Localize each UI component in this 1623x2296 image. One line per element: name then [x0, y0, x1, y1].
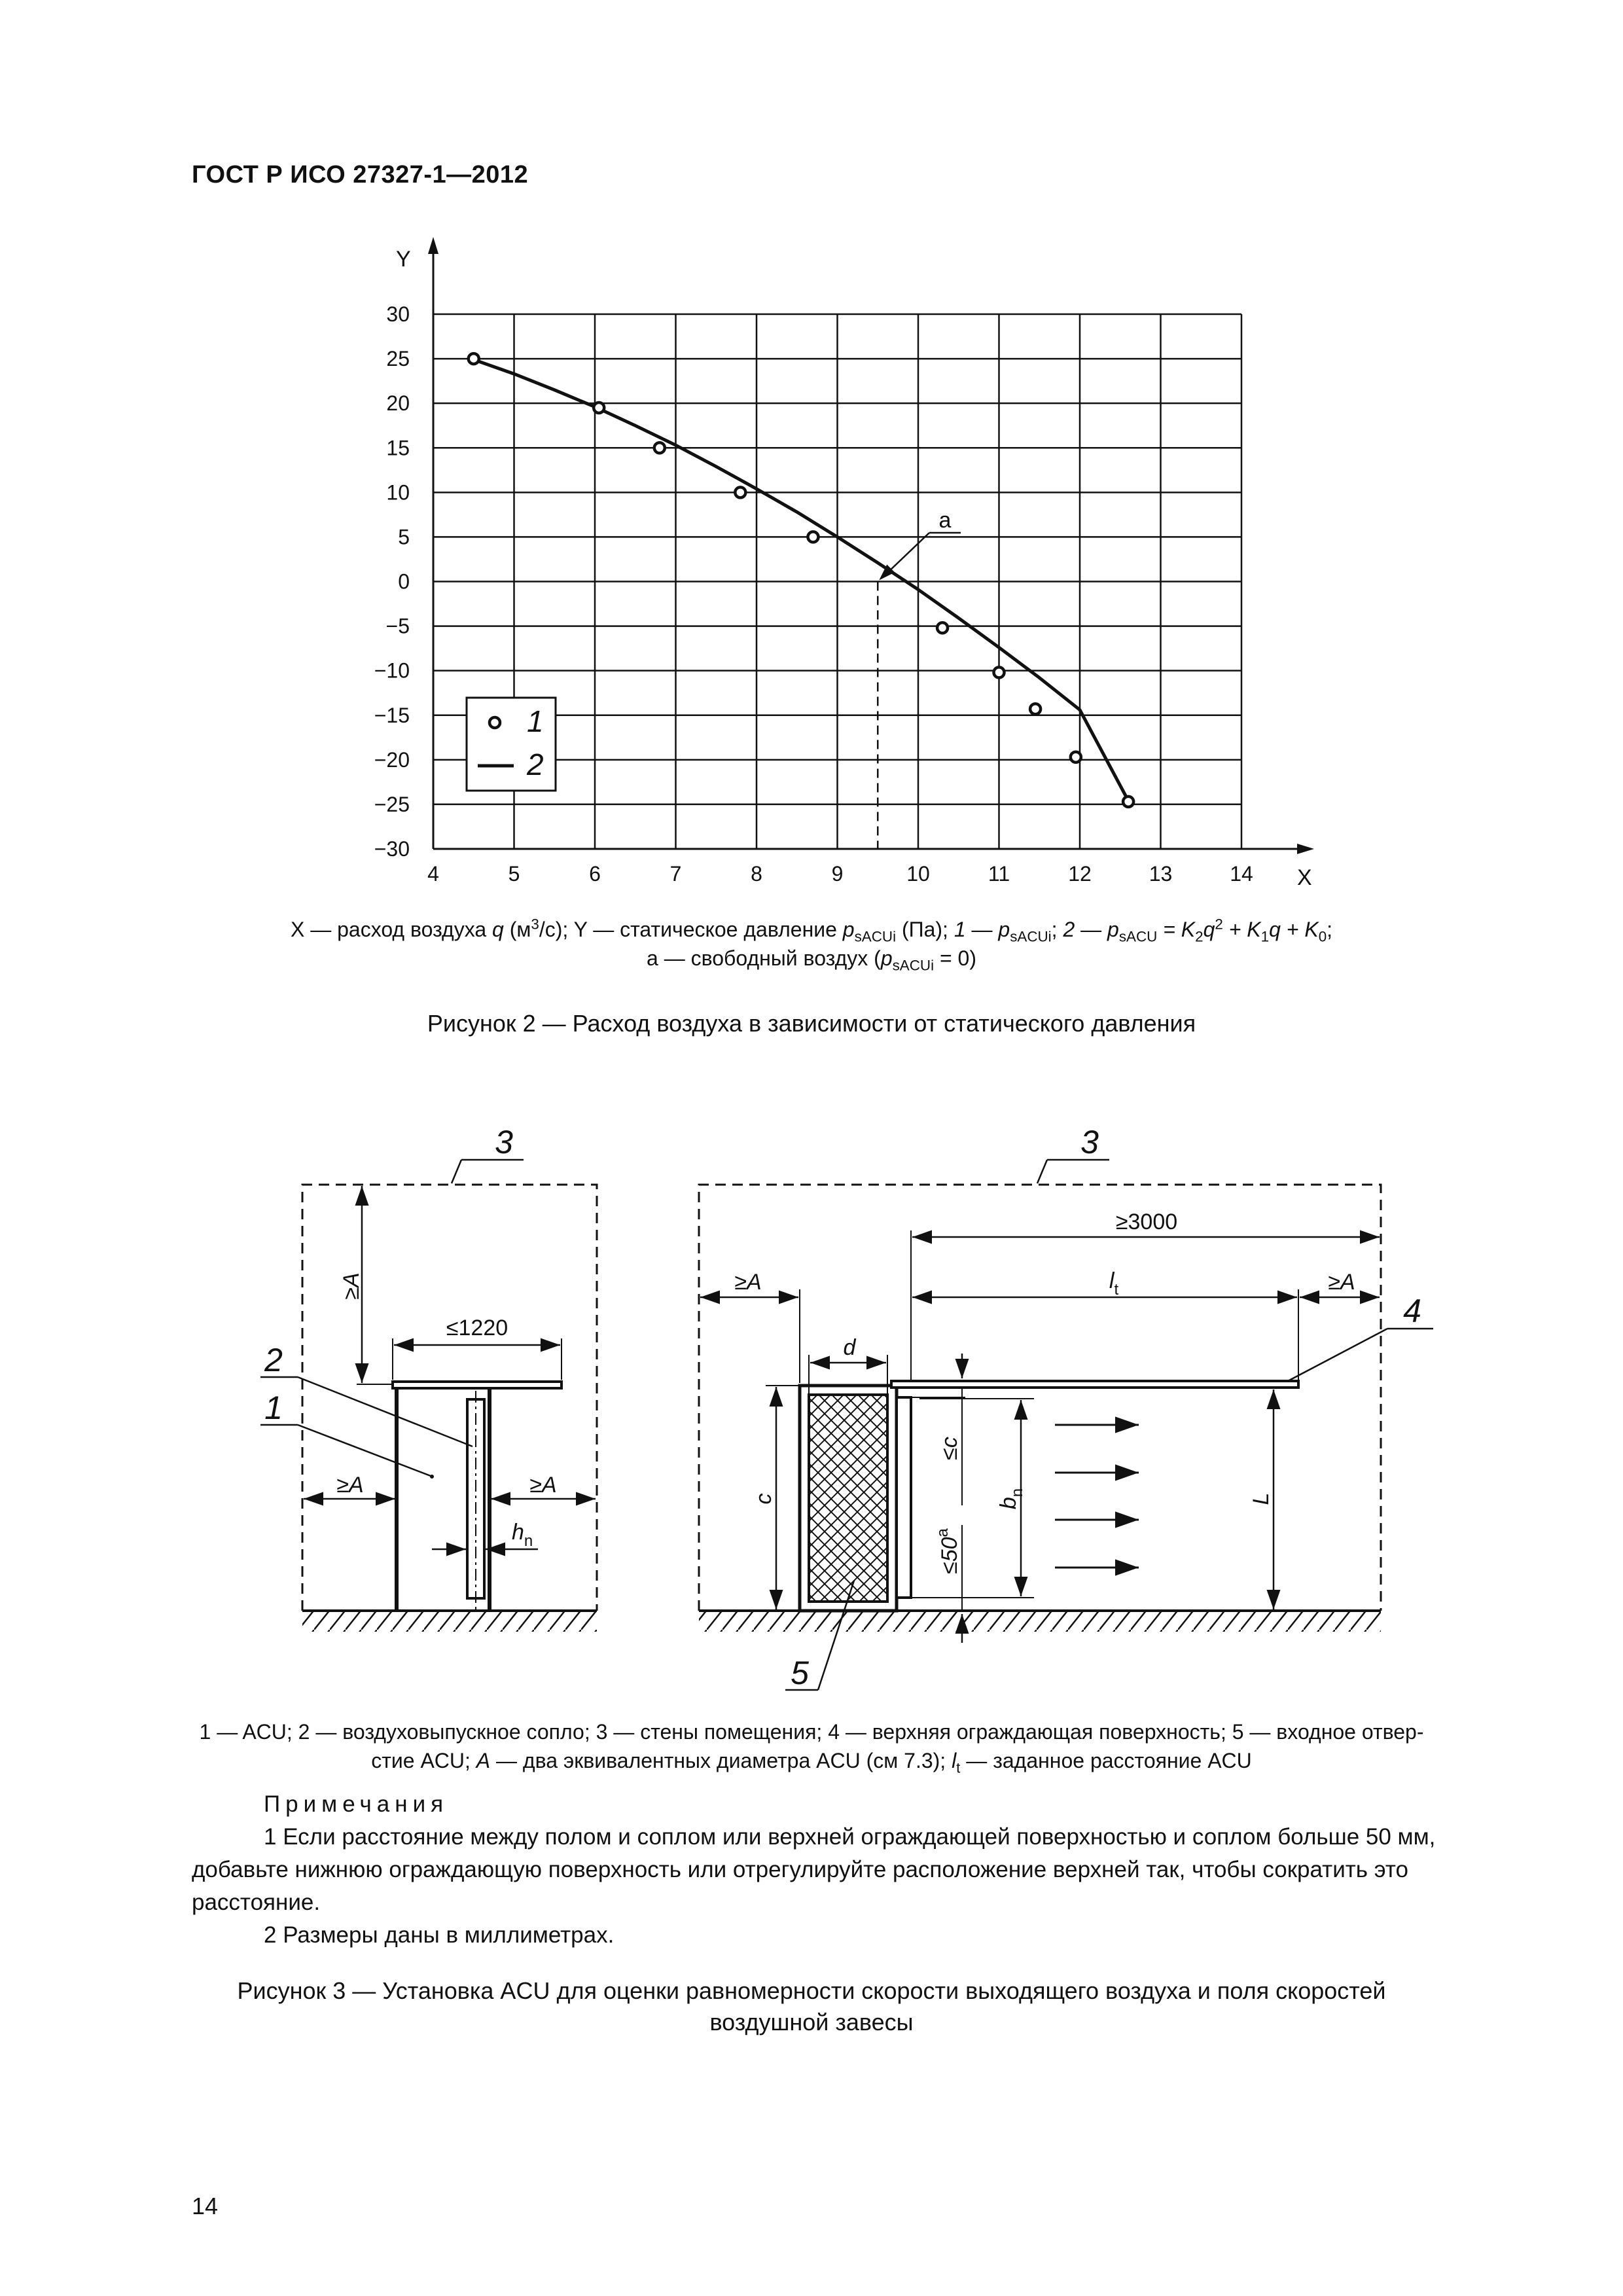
dim-hn: $h_n$ [512, 1520, 533, 1550]
dim-c: c [751, 1493, 776, 1505]
figure-2-title: Рисунок 2 — Расход воздуха в зависимости от статического давления [427, 1010, 1196, 1037]
floor-hatch-right [699, 1612, 1381, 1632]
nozzle-front [897, 1397, 911, 1598]
notes-block [192, 1788, 1494, 1952]
chart-legend [467, 698, 556, 791]
side-view-drawing [260, 1124, 597, 1632]
figure-3-legend [170, 1717, 1453, 1775]
y-tick-label: 15 [386, 436, 410, 460]
label-top-surface-4: 4 [1403, 1293, 1421, 1329]
dim-ge-a-left: ≥A [336, 1473, 364, 1498]
figure-2-caption [170, 915, 1453, 973]
static-pressure-chart [0, 0, 1623, 929]
chart-axes [396, 237, 1314, 890]
acu-inlet-hatched [809, 1395, 887, 1602]
label-inlet-5: 5 [791, 1655, 809, 1691]
y-tick-labels [374, 302, 410, 861]
x-tick-label: 4 [427, 862, 439, 886]
label-nozzle-2: 2 [264, 1342, 283, 1378]
x-tick-label: 11 [988, 862, 1010, 886]
x-tick-label: 14 [1230, 862, 1253, 886]
y-tick-label: 10 [386, 480, 410, 505]
x-tick-labels [427, 862, 1253, 886]
y-tick-label: −10 [374, 658, 410, 683]
series-1-point [654, 442, 665, 453]
series-1-point [735, 487, 745, 497]
figure-3-legend-line-1: 1 — ACU; 2 — воздуховыпускное сопло; 3 — стены помещения; 4 — верхняя ограждающая поверхность; 5 — входное отвер- [199, 1720, 1424, 1744]
installation-drawing [0, 1113, 1623, 1702]
y-tick-label: 25 [386, 347, 410, 371]
x-tick-label: 8 [751, 862, 762, 886]
y-tick-label: −25 [374, 792, 410, 816]
document-header: ГОСТ Р ИСО 27327-1—2012 [192, 161, 529, 188]
x-axis-arrow [1297, 844, 1314, 854]
page-number: 14 [192, 2193, 219, 2219]
x-axis-label: X [1297, 865, 1312, 890]
series-1-point [937, 622, 948, 633]
chart-annotation [878, 508, 961, 849]
note-2: 2 Размеры даны в миллиметрах. [264, 1922, 615, 1948]
dim-le-50: $\le 50^a$ [934, 1528, 962, 1574]
dim-bn: $b_n$ [996, 1488, 1026, 1510]
figure-3-title-line-1: Рисунок 3 — Установка ACU для оценки равномерности скорости выходящего воздуха и поля скоростей [237, 1977, 1386, 2004]
legend-label-2: 2 [527, 747, 544, 781]
figure-2-caption-line-1: X — расход воздуха q $(м^3/с)$; Y — статическое давление $p_{sACUi}$ (Па); 1 — $p_{sACUi}$; 2 — $p_{sACU} = K_2q^2 + K_1q + K_0$; [290, 916, 1333, 945]
floor-hatch-left [302, 1612, 597, 1632]
series-1-point [808, 531, 818, 542]
x-tick-label: 7 [669, 862, 682, 886]
dim-le-c: ≤c [937, 1437, 962, 1460]
legend-label-1: 1 [527, 704, 544, 738]
x-tick-label: 9 [831, 862, 844, 886]
dim-ge-3000: ≥3000 [1115, 1210, 1178, 1234]
dim-ge-a-right: ≥A [529, 1473, 557, 1498]
y-tick-label: −20 [374, 747, 410, 772]
y-tick-label: 5 [398, 525, 410, 549]
series-1-point [1071, 752, 1081, 762]
y-axis-label: Y [396, 247, 411, 272]
label-wall-3-left: 3 [495, 1124, 513, 1160]
notes-heading: Примечания [264, 1791, 449, 1817]
x-tick-label: 6 [589, 862, 601, 886]
y-tick-label: −5 [385, 614, 410, 638]
x-tick-label: 12 [1068, 862, 1092, 886]
room-walls-left [302, 1185, 597, 1611]
dim-lt: $l_t$ [1109, 1268, 1119, 1299]
y-tick-label: −30 [374, 837, 410, 861]
front-view-drawing [699, 1124, 1433, 1691]
series-1-point [594, 403, 604, 413]
note-1: 1 Если расстояние между полом и соплом или верхней ограждающей поверхностью и соплом больше 50 мм, добавьте нижнюю ограждающую поверхность или отрегулируйте расположение верхней так, чтобы сократить это расстояние. [192, 1824, 1436, 1915]
series-2-curve [474, 359, 1128, 800]
y-axis-arrow [428, 237, 438, 254]
dim-d: d [843, 1335, 856, 1360]
top-surface-right [891, 1381, 1298, 1388]
legend-point-marker [490, 717, 500, 728]
y-tick-label: 30 [386, 302, 410, 326]
series-1-point [1123, 797, 1133, 807]
series-1-point [994, 667, 1005, 677]
figure-2-caption-line-2: a — свободный воздух $(p_{sACUi} = 0)$ [647, 946, 976, 974]
y-tick-label: 20 [386, 391, 410, 416]
dim-ge-a-vertical-left: ≥A [339, 1272, 364, 1300]
x-tick-label: 10 [906, 862, 930, 886]
x-tick-label: 5 [508, 862, 520, 886]
label-acu-1: 1 [264, 1390, 283, 1426]
dim-L: L [1249, 1492, 1274, 1505]
figure-3-title [170, 1975, 1453, 2038]
chart-series [469, 353, 1133, 807]
dim-ge-a-front-right: ≥A [1328, 1270, 1355, 1295]
series-1-point [1030, 704, 1041, 714]
dim-le-1220: ≤1220 [446, 1316, 508, 1340]
series-1-point [469, 353, 479, 364]
label-wall-3-right: 3 [1080, 1124, 1099, 1160]
top-surface-left [393, 1382, 562, 1388]
y-tick-label: −15 [374, 703, 410, 727]
figure-3-title-line-2: воздушной завесы [709, 2009, 914, 2036]
annotation-label: a [938, 508, 952, 533]
x-tick-label: 13 [1149, 862, 1173, 886]
y-tick-label: 0 [398, 569, 410, 594]
figure-3-legend-line-2: стие ACU; A — два эквивалентных диаметра ACU (см 7.3); $l_t$ — заданное расстояние ACU [371, 1749, 1252, 1776]
dim-ge-a-front-left: ≥A [734, 1270, 762, 1295]
